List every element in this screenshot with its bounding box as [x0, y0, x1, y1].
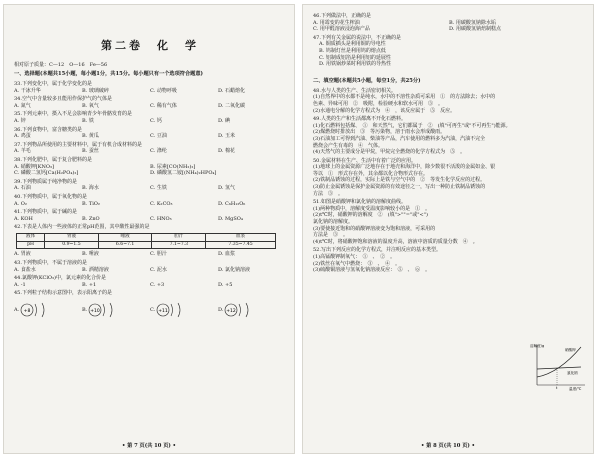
option: C. 钙 [150, 117, 162, 124]
option: B. 酒精溶液 [82, 266, 109, 273]
option: B. 黄瓜 [82, 133, 99, 140]
option: A. O₂ [14, 200, 27, 207]
question-49-line: (4)天然气的主要成分是甲烷，甲烷完全燃烧的化学方程式为 ⑤ 。 [313, 149, 466, 156]
question-42-options [14, 251, 286, 258]
table-cell: 7.35~7.45 [206, 241, 276, 249]
option: B. 蚕丝 [82, 148, 99, 155]
question-45: 45.下列粒子结构示意图中，表示阳离子的是 [14, 290, 112, 297]
option: A. 羊毛 [14, 148, 31, 155]
question-43-options [14, 267, 286, 274]
question-39: 39.下列物质属于纯净物的是 [14, 178, 77, 185]
option: B. +1 [82, 281, 97, 288]
atom-structure-icon [155, 301, 189, 319]
atom-structure-icon [87, 301, 121, 319]
nucleus-charge: +10 [90, 308, 101, 314]
question-47-option: B. 钨制灯丝是利用钨的熔点低 [319, 47, 386, 54]
question-48-line: (1)自然界中的水都不是纯水，水中的不溶性杂质可采用 ① 的方法除去；水中的 [313, 94, 496, 101]
table-cell: 6.6~7.1 [98, 241, 152, 249]
question-51-line: 氯化钠的溶解度。 [313, 219, 354, 226]
option: D. 石蜡熔化 [218, 87, 246, 94]
page-footer: • 第 7 页(共 10 页) • [122, 443, 176, 449]
question-50-line: (1)地球上的金属资源广泛地存在于地壳和海洋中，除少数很不活泼的金属如金、银 [313, 164, 496, 171]
question-44-options [14, 282, 286, 289]
option: D. 磷酸氢二铵[(NH₄)₂HPO₄] [150, 170, 217, 177]
question-48-line: (2)水通电分解的化学方程式为 ④ ，该反应属于 ⑤ 反应。 [313, 107, 456, 114]
option: C. 生铁 [150, 185, 167, 192]
question-48-line: 色素、异味可用 ② 吸附，检验硬水和软水可用 ③ 。 [313, 100, 444, 107]
option: C. 泥水 [150, 266, 167, 273]
question-49-line: (3)石油加工可得到汽油、柴油等产品，汽车使用的燃料多为汽油，汽油不完全 [313, 135, 486, 142]
question-37: 37.下列物品所使用的主要材料中，属于有机合成材料的是 [14, 141, 142, 148]
option: A. 干冰升华 [14, 87, 41, 94]
question-40-options [14, 201, 286, 208]
option: A. 食盐水 [14, 266, 36, 273]
x-axis-label: 温度/℃ [569, 387, 582, 391]
question-46: 46.下列做法中，正确的是 [313, 13, 371, 19]
option: D. 碘 [218, 117, 231, 124]
option: C. +3 [150, 281, 165, 288]
option: A. 锌 [14, 117, 26, 124]
exam-page-right [302, 4, 594, 454]
section2-header: 二、填空题(本题共5小题，每空1分，共25分) [313, 77, 421, 84]
option: A. KOH [14, 215, 33, 222]
option: A. 鸡蛋 [14, 133, 31, 140]
option-label: A. [14, 307, 20, 313]
atomic-masses: 相对原子质量：C—12 O—16 Fe—56 [14, 62, 108, 68]
question-51-line: (4)t℃时，将硝酸钾饱和溶液的温度升高，溶液中溶质的质量分数 ④ 。 [313, 238, 478, 245]
question-37-options [14, 148, 286, 155]
question-34-options [14, 103, 286, 110]
question-38-options-2 [14, 170, 286, 177]
question-38: 38.下列化肥中，属于复合肥料的是 [14, 156, 92, 163]
section-title: 第二卷 化 学 [101, 39, 199, 52]
question-50: 50.金属材料在生产、生活中有着广泛的应用。 [313, 157, 416, 164]
solubility-curve-figure [529, 341, 587, 391]
atom-structure-icon [19, 301, 53, 319]
nucleus-charge: +8 [23, 308, 31, 314]
question-52-line: (2)铁丝在氧气中燃烧： ③ 、 ④ 。 [313, 260, 401, 267]
question-49: 49.人类的生产和生活都离不开化石燃料。 [313, 116, 406, 123]
option: D. 棉花 [218, 148, 236, 155]
option: D. MgSO₄ [218, 215, 243, 222]
t-tick-label: t [556, 386, 558, 390]
option: B. TiO₂ [82, 200, 100, 207]
atom-diagrams [14, 301, 286, 319]
table-header: 血浆 [206, 233, 276, 241]
option: C. K₂CO₃ [150, 200, 173, 207]
option: A. 氮气 [14, 102, 31, 109]
question-51-line: (2)t℃时，硝酸钾的溶解度 ② (填">""="或"<") [313, 212, 428, 219]
question-44: 44.氯酸钾(KClO₃)中，氯元素的化合价是 [14, 275, 106, 282]
nucleus-charge: +12 [226, 308, 237, 314]
question-50-line: 方法 ③ 。 [313, 190, 344, 197]
question-49-line: (1)化石燃料包括煤、 ① 和天然气，它们都属于 ② (填"可再生"或"不可再生")能源。 [313, 122, 511, 129]
question-36: 36.下列食物中，富含糖类的是 [14, 126, 82, 133]
option: D. 血浆 [218, 251, 236, 258]
question-48: 48.水与人类的生产、生活密切相关。 [313, 87, 396, 94]
question-49-line: 燃烧会产生有毒的 ④ 气体。 [313, 142, 384, 149]
option-label: B. [82, 307, 88, 313]
option: B. 氧气 [82, 102, 99, 109]
option: C. HNO₃ [150, 215, 172, 222]
option: C. 用甲醛溶液浸泡海产品 [313, 26, 370, 33]
option: B. ZnO [82, 215, 100, 222]
option: D. 氯化钠溶液 [218, 266, 251, 273]
table-cell: 7.1~7.3 [152, 241, 206, 249]
option: D. 氢气 [218, 185, 236, 192]
option: A. 胃液 [14, 251, 31, 258]
question-33: 33.下列变化中，属于化学变化的是 [14, 81, 92, 87]
option: C. 磷酸二氢钙[Ca(H₂PO₄)₂] [14, 170, 79, 177]
question-43: 43.下列物质中，不属于溶液的是 [14, 260, 87, 267]
question-41-options [14, 216, 286, 223]
question-50-line: (3)防止金属锈蚀是保护金属资源的有效途径之一，写出一种防止铁制品锈蚀的 [313, 184, 486, 191]
question-36-options [14, 133, 286, 140]
question-47-option: A. 铜质插头是利用铜的导电性 [319, 41, 386, 48]
atom-option-b [82, 301, 150, 319]
table-header: 胆汁 [152, 233, 206, 241]
option: D. 玉米 [218, 133, 236, 140]
option: A. -1 [14, 281, 26, 288]
question-51-line: (3)要使接近饱和的硝酸钾溶液变为饱和溶液，可采用的 [313, 225, 436, 232]
option-label: D. [218, 307, 224, 313]
question-50-line: 等以 ① 形式存在外，其余都以化合物形式存在。 [313, 170, 429, 177]
option: A. 硝酸钾[KNO₃] [14, 163, 54, 170]
question-47-option: C. 铝制成铝箔是利用铝的延展性 [319, 54, 391, 61]
option: C. 豆油 [150, 133, 167, 140]
table-header: 唾液 [98, 233, 152, 241]
atom-structure-icon [223, 301, 257, 319]
section1-header: 一、选择题(本题共15小题，每小题1分，共15分。每小题只有一个选项符合题意) [14, 71, 203, 77]
question-47-option: D. 用铁锅炒菜时利用铁的导热性 [319, 61, 392, 68]
exam-page-left [3, 4, 295, 454]
nacl-label: 氯化钠 [567, 371, 578, 375]
question-50-line: (2)铁制品锈蚀的过程，实际上是铁与空气中的 ② 等发生化学反应的过程。 [313, 177, 486, 184]
kno3-label: 硝酸钾 [565, 348, 576, 352]
question-51-body [313, 206, 585, 239]
ph-table [16, 233, 276, 250]
question-51-line: (1)两种物质中，溶解度受温度影响较小的是 ① 。 [313, 205, 431, 212]
question-35: 35.下列元素中，摄入不足会影响青少年骨骼发育的是 [14, 111, 132, 118]
option: A. 用霉变的花生榨油 [313, 19, 360, 26]
left-page-content [14, 11, 286, 435]
question-42: 42.下表是人体内一些液体的正常pH范围，其中酸性最强的是 [14, 224, 150, 231]
table-header: 胃液 [45, 233, 99, 241]
option: D. +5 [218, 281, 233, 288]
question-34: 34.空气中含量较多且能用作保护气的气体是 [14, 96, 112, 103]
table-row [17, 241, 276, 249]
option: C. 胆汁 [150, 251, 167, 258]
question-52: 52.写出下列反应的化学方程式，并注明反应的基本类型。 [313, 247, 441, 254]
table-header: 液体 [17, 233, 45, 241]
solubility-chart [529, 341, 587, 391]
option: B. 尿素[CO(NH₂)₂] [150, 163, 196, 170]
question-47: 47.下列有关金属的说法中，不正确的是 [313, 34, 401, 41]
option: D. C₆H₁₂O₆ [218, 200, 246, 207]
question-41: 41.下列物质中，属于碱的是 [14, 209, 77, 216]
option: B. 玻璃破碎 [82, 87, 109, 94]
question-52-line: (3)硫酸铜溶液与氢氧化钠溶液反应： ⑤ 、 ⑥ 。 [313, 267, 431, 274]
option: C. 稀有气体 [150, 102, 177, 109]
option: C. 动物呼吸 [150, 87, 177, 94]
option: B. 用碳酸氢钠除水垢 [449, 19, 496, 26]
option-label: C. [150, 307, 156, 313]
page-footer: • 第 8 页(共 10 页) • [421, 443, 475, 449]
question-40: 40.下列物质中，属于氧化物的是 [14, 193, 87, 200]
question-46-options-2 [313, 26, 585, 33]
option: C. 涤纶 [150, 148, 167, 155]
question-49-line: (2)煤燃烧时排放出 ③ 等污染物，溶于雨水会形成酸雨。 [313, 129, 446, 136]
atom-option-a [14, 301, 82, 319]
y-axis-label: 溶解度/g [530, 344, 545, 348]
question-51-line: 方法是 ③ 。 [313, 232, 349, 239]
question-51: 51.如图是硝酸钾和氯化钠的溶解度曲线。 [313, 199, 406, 206]
table-cell: 0.9~1.5 [45, 241, 99, 249]
table-cell: pH [17, 241, 45, 249]
question-33-options [14, 88, 286, 95]
question-35-options [14, 118, 286, 125]
option: B. 铁 [82, 117, 94, 124]
option: B. 唾液 [82, 251, 99, 258]
option: D. 二氧化碳 [218, 102, 246, 109]
option: D. 用碳酸氢钠焙制糕点 [449, 26, 502, 33]
atom-option-d [218, 301, 286, 319]
question-52-line: (1)高锰酸钾制氧气： ① 、 ② 。 [313, 254, 396, 260]
table-row [17, 233, 276, 241]
option: B. 海水 [82, 185, 99, 192]
option: A. 石油 [14, 185, 31, 192]
nucleus-charge: +11 [158, 308, 168, 314]
question-39-options [14, 185, 286, 192]
atom-option-c [150, 301, 218, 319]
